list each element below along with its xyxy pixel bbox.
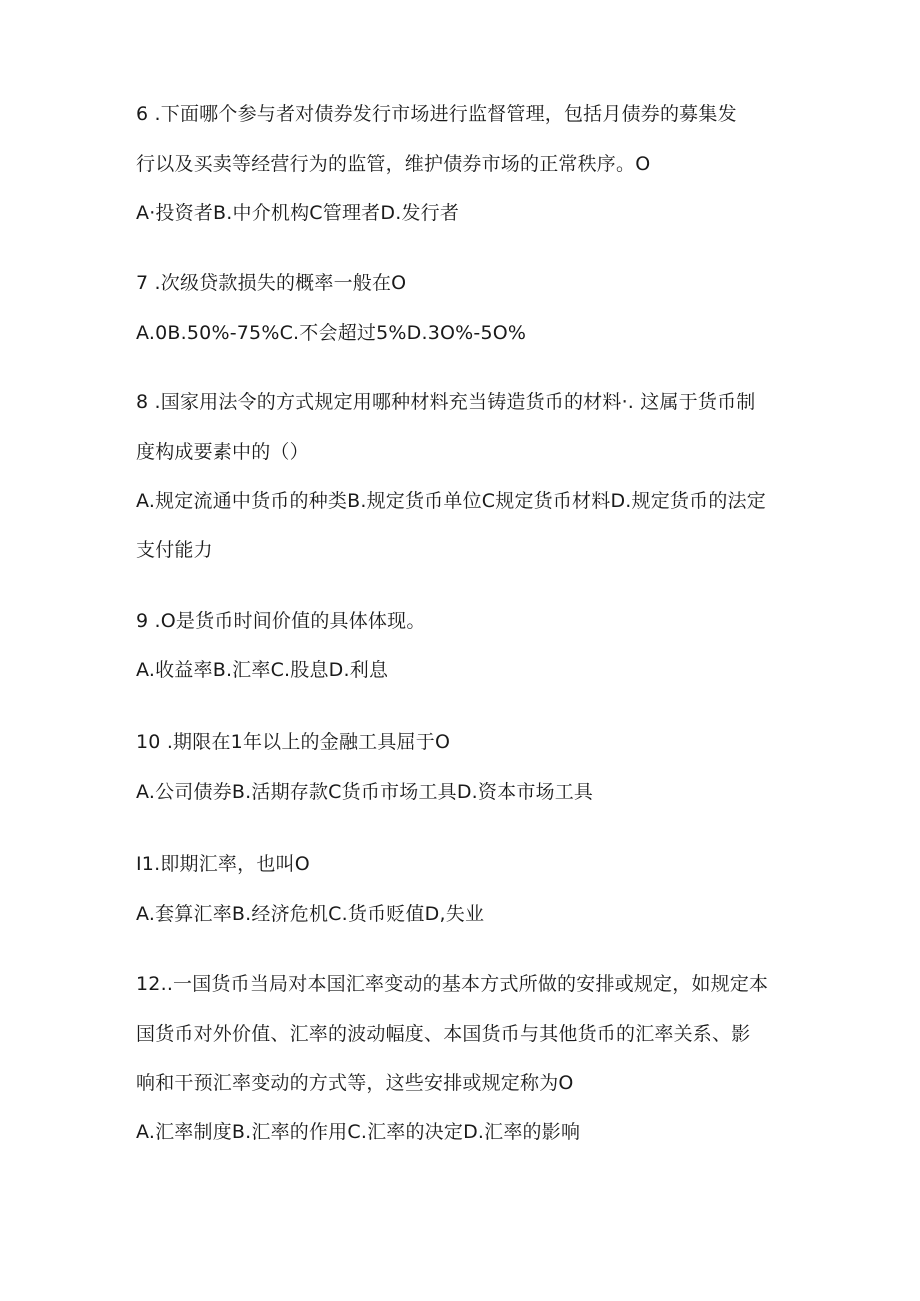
question-11-line-1: I1.即期汇率，也叫O [136, 853, 310, 875]
question-6-options: A·投资者B.中介机构C管理者D.发行者 [136, 202, 460, 224]
question-10-line-1: 10 .期限在1年以上的金融工具屈于O [136, 731, 451, 753]
question-6-line-1: 6 .下面哪个参与者对债券发行市场进行监督管理，包括月债券的募集发 [136, 103, 737, 125]
question-12-options: A.汇率制度B.汇率的作用C.汇率的决定D.汇率的影响 [136, 1121, 581, 1143]
question-8-options-line-1: A.规定流通中货币的种类B.规定货币单位C规定货币材料D.规定货币的法定 [136, 490, 766, 512]
question-11-options: A.套算汇率B.经济危机C.货币贬值D,失业 [136, 903, 485, 925]
question-12-line-2: 国货币对外价值、汇率的波动幅度、本国货币与其他货币的汇率关系、影 [136, 1023, 751, 1045]
question-12-line-3: 响和干预汇率变动的方式等，这些安排或规定称为O [136, 1072, 574, 1094]
question-8-line-1: 8 .国家用法令的方式规定用哪种材料充当铸造货币的材料·. 这属于货币制 [136, 391, 756, 413]
question-7-options: A.0B.50%-75%C.不会超过5%D.3O%-5O% [136, 322, 527, 344]
question-6-line-2: 行以及买卖等经营行为的监管，维护债券市场的正常秩序。O [136, 153, 651, 175]
question-12-line-1: 12..一国货币当局对本国汇率变动的基本方式所做的安排或规定，如规定本 [136, 973, 769, 995]
question-8-line-2: 度构成要素中的（） [136, 441, 309, 463]
question-9-options: A.收益率B.汇率C.股息D.利息 [136, 659, 389, 681]
question-7-line-1: 7 .次级贷款损失的概率一般在O [136, 272, 407, 294]
question-10-options: A.公司债券B.活期存款C货币市场工具D.资本市场工具 [136, 781, 594, 803]
question-9-line-1: 9 .O是货币时间价值的具体体现。 [136, 610, 426, 632]
question-8-options-line-2: 支付能力 [136, 539, 213, 561]
